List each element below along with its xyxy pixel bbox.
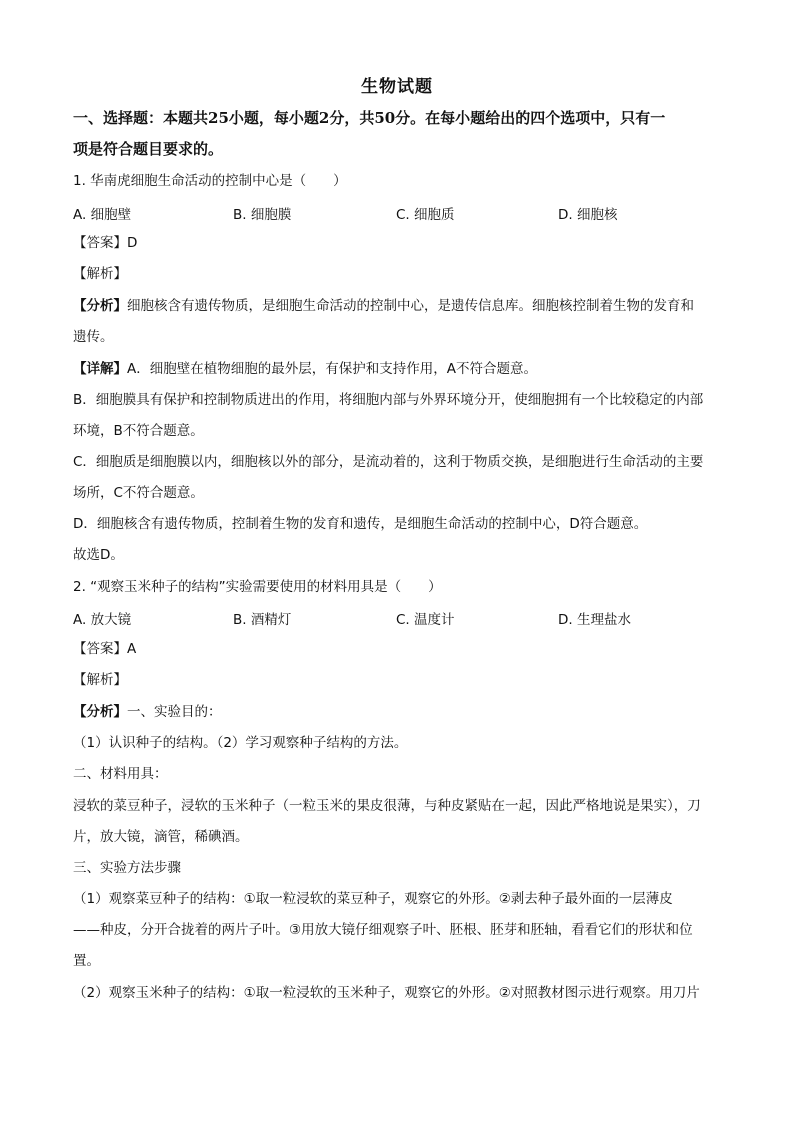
question-1-option-b: B. 细胞膜 [233,207,292,223]
question-1-detail-a [73,359,723,379]
question-1-fenxi-line-2: 遗传。 [73,329,114,345]
question-2-materials-line-1: 浸软的菜豆种子，浸软的玉米种子（一粒玉米的果皮很薄，与种皮紧贴在一起，因此严格地说是果实），刀 [73,798,701,814]
question-1-detail-b-line-1: B．细胞膜具有保护和控制物质进出的作用，将细胞内部与外界环境分开，使细胞拥有一个比较稳定的内部 [73,392,704,408]
question-2-fenxi-line-1 [73,702,723,722]
question-2-steps-heading: 三、实验方法步骤 [73,860,181,876]
question-1-stem: 1. 华南虎细胞生命活动的控制中心是（ ） [73,173,347,189]
question-1-analysis-label: 【解析】 [73,266,127,282]
question-1-detail-c-line-2: 场所，C不符合题意。 [73,485,204,501]
question-1-detail-d: D．细胞核含有遗传物质，控制着生物的发育和遗传，是细胞生命活动的控制中心，D符合题意。 [73,516,648,532]
question-1-option-a: A. 细胞壁 [73,207,132,223]
question-2-step-1-line-1: （1）观察菜豆种子的结构：①取一粒浸软的菜豆种子，观察它的外形。②剥去种子最外面的一层薄皮 [73,891,673,907]
question-1-option-c: C. 细胞质 [396,207,455,223]
question-2-option-c: C. 温度计 [396,612,455,628]
xiangjie-label: 【详解】 [73,361,127,377]
question-2-analysis-label: 【解析】 [73,672,127,688]
section-heading-line-2: 项是符合题目要求的。 [73,140,224,158]
fenxi-label: 【分析】 [73,298,127,314]
question-2-materials-line-2: 片，放大镜，滴管，稀碘酒。 [73,829,249,845]
question-1-conclusion: 故选D。 [73,547,124,563]
section-heading-line-1: 一、选择题：本题共25小题，每小题2分，共50分。在每小题给出的四个选项中，只有一 [73,109,666,127]
question-2-option-a: A. 放大镜 [73,612,132,628]
question-2-answer: 【答案】A [73,641,137,657]
question-2-stem: 2. “观察玉米种子的结构”实验需要使用的材料用具是（ ） [73,579,442,595]
question-2-option-b: B. 酒精灯 [233,612,292,628]
question-1-answer: 【答案】D [73,235,138,251]
fenxi-label: 【分析】 [73,704,127,720]
question-1-detail-c-line-1: C．细胞质是细胞膜以内，细胞核以外的部分，是流动着的，这利于物质交换，是细胞进行生命活动的主要 [73,454,704,470]
question-1-fenxi-line-1 [73,296,723,316]
detail-a-text: A．细胞壁在植物细胞的最外层，有保护和支持作用，A不符合题意。 [127,361,537,377]
question-1-detail-b-line-2: 环境，B不符合题意。 [73,423,204,439]
question-2-step-2-line-1: （2）观察玉米种子的结构：①取一粒浸软的玉米种子，观察它的外形。②对照教材图示进行观察。用刀片 [73,985,700,1001]
page-title: 生物试题 [361,77,433,97]
fenxi-text: 细胞核含有遗传物质，是细胞生命活动的控制中心，是遗传信息库。细胞核控制着生物的发育和 [127,298,694,314]
question-2-materials-heading: 二、材料用具： [73,766,168,782]
fenxi-text: 一、实验目的： [127,704,222,720]
question-2-step-1-line-2: ——种皮，分开合拢着的两片子叶。③用放大镜仔细观察子叶、胚根、胚芽和胚轴，看看它们的形状和位 [73,922,693,938]
question-1-option-d: D. 细胞核 [558,207,618,223]
question-2-option-d: D. 生理盐水 [558,612,631,628]
question-2-goal: （1）认识种子的结构。（2）学习观察种子结构的方法。 [73,735,408,751]
question-2-step-1-line-3: 置。 [73,953,100,969]
